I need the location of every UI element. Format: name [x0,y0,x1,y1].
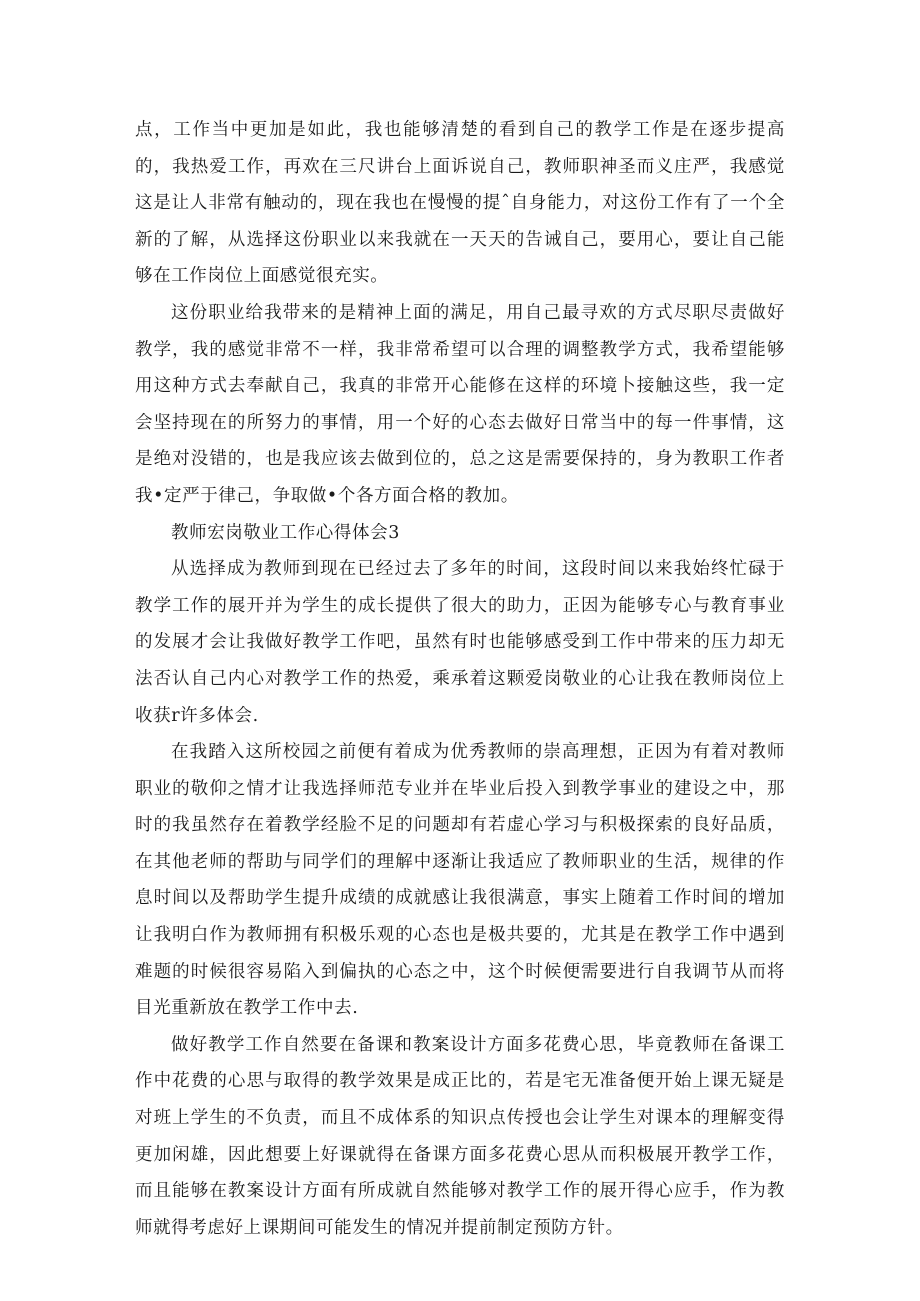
paragraph-teaching-years: 从选择成为教师到现在已经过去了多年的时间，这段时间以来我始终忙碌于教学工作的展开并为学生的成长提供了很大的助力，正因为能够专心与教育事业的发展才会让我做好教学工作吧，虽然有时也能够感受到工作中带来的压力却无法否认自己内心对教学工作的热爱，乘承着这颗爱岗敬业的心让我在教师岗位上收获r许多体会. [135,559,785,726]
paragraph-lesson-prep: 做好教学工作自然要在备课和教案设计方面多花费心思，毕竟教师在备课工作中花费的心思与取得的教学效果是成正比的，若是宅无准备便开始上课无疑是对班上学生的不负责，而且不成体系的知识点传授也会让学生对课本的理解变得更加闲雄，因此想要上好课就得在备课方面多花费心思从而积极展开教学工作，而且能够在教案设计方面有所成就自然能够对教学工作的展开得心应手，作为教师就得考虑好上课期间可能发生的情况并提前制定预防方针。 [135,1034,785,1238]
paragraph-continued: 点，工作当中更加是如此，我也能够清楚的看到自己的教学工作是在逐步提高的，我热爱工作，再欢在三尺讲台上面诉说自己，教师职神圣而义庄严，我感觉这是让人非常有触动的，现在我也在慢慢的提ˆ自身能力，对这份工作有了一个全新的了解，从选择这份职业以来我就在一天天的告诫自己，要用心，要让自己能够在工作岗位上面感觉很充实。 [135,120,785,287]
section-heading: 教师宏岗敬业工作心得体会3 [171,522,400,543]
document-body [135,112,785,1246]
paragraph-job-satisfaction: 这份职业给我带来的是精神上面的满足，用自己最寻欢的方式尽职尽责做好教学，我的感觉非常不一样，我非常希望可以合理的调整教学方式，我希望能够用这种方式去奉献自己，我真的非常开心能修在这样的环境卜接触这些，我一定会坚持现在的所努力的事情，用一个好的心态去做好日常当中的每一件事情，这是绝对没错的，也是我应该去做到位的，总之这是需要保持的，身为教职工作者我•定严于律己，争取做•个各方面合格的教加。 [135,302,785,506]
paragraph-ideal-teacher: 在我踏入这所校园之前便有着成为优秀教师的崇高理想，正因为有着对教师职业的敬仰之情才让我选择师范专业并在毕业后投入到教学事业的建设之中，那时的我虽然存在着教学经脸不足的问题却有若虚心学习与积极探索的良好品质，在其他老师的帮助与同学们的理解中逐渐让我适应了教师职业的生活，规律的作息时间以及帮助学生提升成绩的成就感让我很满意，事实上随着工作时间的增加让我明白作为教师拥有积极乐观的心态也是极共要的，尤其是在教学工作中遇到难题的时候很容易陷入到偏执的心态之中，这个时候便需要进行自我调节从而将目光重新放在教学工作中去. [135,742,785,1019]
